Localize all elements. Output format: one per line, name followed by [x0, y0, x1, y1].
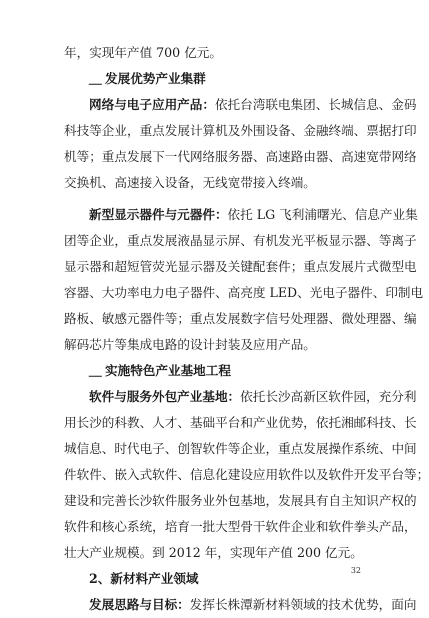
paragraph-line: 显示器和超短管荧光显示器及关键配套件；重点发展片式微型电 — [64, 259, 417, 274]
paragraph-line — [64, 92, 417, 118]
paragraph-line: 件软件、嵌入式软件、信息化建设应用软件以及软件开发平台等； — [64, 467, 429, 482]
paragraph-line: 机等；重点发展下一代网络服务器、高速路由器、高速宽带网络 — [64, 149, 417, 164]
paragraph-text: 依托长沙高新区软件园，充分利 — [240, 389, 417, 404]
page-number: 32 — [350, 566, 361, 575]
paragraph-line — [64, 384, 417, 410]
heading-text: 实施特色产业基地工程 — [105, 363, 231, 378]
paragraph-line: 交换机、高速接入设备，无线宽带接入终端。 — [64, 175, 316, 190]
paragraph-line: 容器、大功率电力电子器件、高亮度 LED、光电子器件、印制电 — [64, 285, 424, 300]
paragraph-line: 软件和核心系统，培育一批大型骨干软件企业和软件拳头产品， — [64, 519, 417, 534]
heading-text: 发展优势产业集群 — [105, 71, 206, 86]
paragraph-lead: 软件与服务外包产业基地： — [89, 389, 241, 404]
paragraph-text: 依托台湾联电集团、长城信息、金码 — [214, 97, 417, 112]
heading-marker: ＿ — [89, 363, 102, 378]
paragraph-line — [64, 202, 418, 228]
paragraph-line: 路板、敏感元器件等；重点发展数字信号处理器、微处理器、编 — [64, 311, 417, 326]
section-heading — [64, 66, 376, 92]
paragraph-text: 依托 LG 飞利浦曙光、信息产业集 — [227, 207, 418, 222]
paragraph-line: 用长沙的科教、人才、基础平台和产业优势，依托湘邮科技、长 — [64, 415, 417, 430]
paragraph-lead: 网络与电子应用产品： — [89, 97, 215, 112]
paragraph-line: 年，实现年产值 700 亿元。 — [64, 45, 222, 60]
section-heading — [64, 358, 376, 384]
paragraph-line: 科技等企业，重点发展计算机及外围设备、金融终端、票据打印 — [64, 123, 417, 138]
paragraph-line: 团等企业，重点发展液晶显示屏、有机发光平板显示器、等离子 — [64, 233, 417, 248]
paragraph-line — [64, 592, 417, 618]
paragraph-line: 壮大产业规模。到 2012 年，实现年产值 200 亿元。 — [64, 545, 363, 560]
heading-marker: ＿ — [89, 71, 102, 86]
paragraph-lead: 发展思路与目标： — [89, 597, 190, 612]
paragraph-line: 解码芯片等集成电路的设计封装及应用产品。 — [64, 337, 316, 352]
paragraph-lead: 新型显示器件与元器件： — [89, 207, 228, 222]
paragraph-line: 城信息、时代电子、创智软件等企业，重点发展操作系统、中间 — [64, 441, 417, 456]
section-heading: 2、新材料产业领域 — [89, 571, 199, 586]
paragraph-text: 发挥长株潭新材料领域的技术优势，面向 — [189, 597, 417, 612]
paragraph-line: 建设和完善长沙软件服务业外包基地，发展具有自主知识产权的 — [64, 493, 417, 508]
text-block — [64, 40, 429, 618]
